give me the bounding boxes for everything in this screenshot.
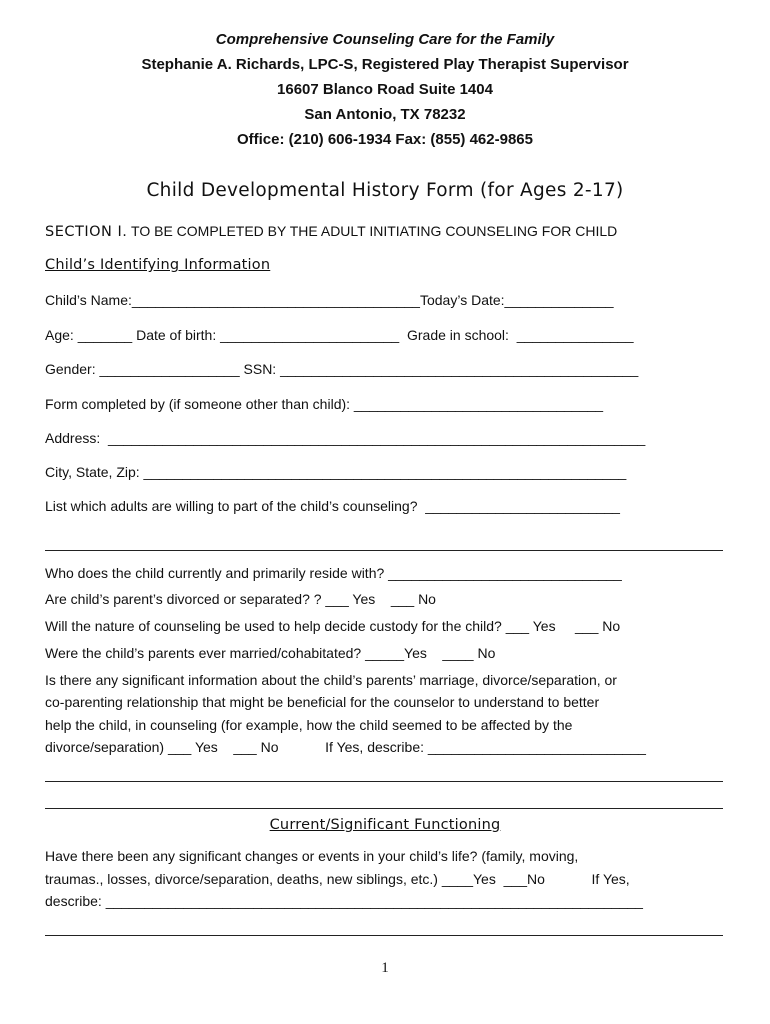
significant-info-line-3: help the child, in counseling (for example, how the child seemed to be affected by the [45,717,573,733]
blank-answer-line[interactable] [45,935,723,936]
blank-answer-line[interactable] [45,808,723,809]
describe-line[interactable]: describe: _____________________________________________________________________ [45,893,643,909]
significant-info-line-4[interactable]: divorce/separation) ___ Yes ___ No If Yes, describe: ____________________________ [45,739,646,755]
divorced-question-line[interactable]: Are child’s parent’s divorced or separated? ? ___ Yes ___ No [45,591,436,607]
address-street: 16607 Blanco Road Suite 1404 [277,81,493,98]
section-1-heading [45,223,617,240]
resides-with-line[interactable]: Who does the child currently and primarily reside with? ______________________________ [45,565,622,581]
functioning-heading-wrap [0,817,770,833]
changes-question-line-1: Have there been any significant changes or events in your child’s life? (family, moving, [45,848,579,864]
married-question-line[interactable]: Were the child’s parents ever married/cohabitated? _____Yes ____ No [45,645,496,661]
page-number: 1 [381,960,389,976]
section-1-text: TO BE COMPLETED BY THE ADULT INITIATING COUNSELING FOR CHILD [127,223,618,239]
age-dob-grade-line[interactable]: Age: _______ Date of birth: _______________________ Grade in school: _______________ [45,327,634,343]
identifying-info-heading: Child’s Identifying Information [45,257,271,273]
adults-in-counseling-line[interactable]: List which adults are willing to part of the child’s counseling? _________________________ [45,498,620,514]
gender-ssn-line[interactable]: Gender: __________________ SSN: ______________________________________________ [45,361,639,377]
therapist-name: Stephanie A. Richards, LPC-S, Registered Play Therapist Supervisor [141,56,629,73]
custody-question-line[interactable]: Will the nature of counseling be used to help decide custody for the child? ___ Yes ___ No [45,618,621,634]
significant-info-line-2: co-parenting relationship that might be beneficial for the counselor to understand to better [45,694,600,710]
blank-answer-line[interactable] [45,781,723,782]
functioning-heading: Current/Significant Functioning [269,817,501,833]
practice-name: Comprehensive Counseling Care for the Family [215,31,555,48]
city-state-zip-line[interactable]: City, State, Zip: ______________________________________________________________ [45,464,627,480]
significant-info-line-1: Is there any significant information about the child’s parents’ marriage, divorce/separation, or [45,672,617,688]
section-1-label: SECTION I. [45,224,128,240]
child-name-line[interactable]: Child’s Name:_____________________________________Today’s Date:______________ [45,292,614,308]
address-line[interactable]: Address: _____________________________________________________________________ [45,430,646,446]
changes-question-line-2[interactable]: traumas., losses, divorce/separation, deaths, new siblings, etc.) ____Yes ___No If Yes, [45,871,630,887]
form-title: Child Developmental History Form (for Ages 2-17) [146,180,624,201]
completed-by-line[interactable]: Form completed by (if someone other than child): ________________________________ [45,396,604,412]
contact-phones: Office: (210) 606-1934 Fax: (855) 462-9865 [236,131,533,148]
blank-answer-line[interactable] [45,550,723,551]
address-city: San Antonio, TX 78232 [304,106,466,123]
